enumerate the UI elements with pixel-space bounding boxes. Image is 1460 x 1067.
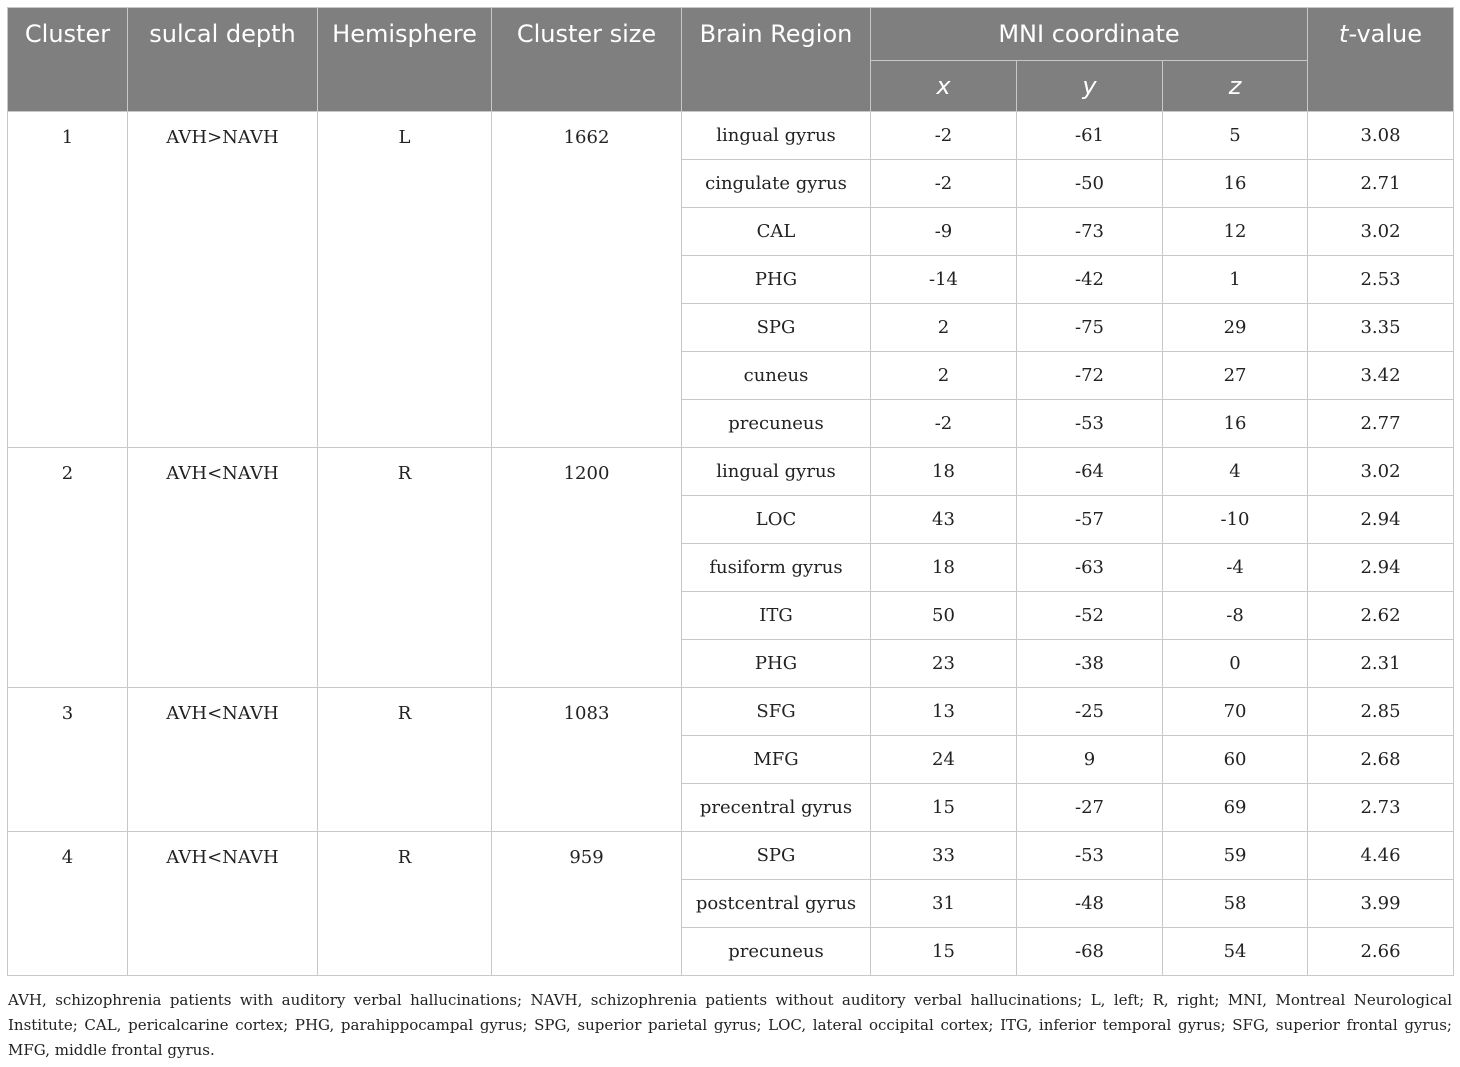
mni-x-cell: 15 (871, 928, 1017, 976)
hemisphere-cell: L (318, 112, 492, 448)
brain-region-cell: precuneus (682, 400, 871, 448)
mni-z-cell: -10 (1163, 496, 1308, 544)
t-value-cell: 3.99 (1308, 880, 1454, 928)
mni-x-cell: 2 (871, 352, 1017, 400)
t-value-cell: 2.85 (1308, 688, 1454, 736)
brain-region-cell: LOC (682, 496, 871, 544)
mni-x-cell: 18 (871, 544, 1017, 592)
header-mni-coordinate: MNI coordinate (871, 8, 1308, 61)
mni-x-cell: 18 (871, 448, 1017, 496)
cluster-cell: 1 (8, 112, 128, 448)
mni-y-cell: -42 (1017, 256, 1163, 304)
brain-region-cell: fusiform gyrus (682, 544, 871, 592)
table-row (8, 112, 1454, 160)
sulcal-depth-cell: AVH<NAVH (128, 832, 318, 976)
t-value-cell: 2.53 (1308, 256, 1454, 304)
mni-x-cell: -2 (871, 112, 1017, 160)
header-t-suffix: -value (1348, 20, 1423, 48)
mni-z-cell: 54 (1163, 928, 1308, 976)
header-t-prefix: t (1339, 20, 1349, 48)
mni-y-cell: -25 (1017, 688, 1163, 736)
mni-y-cell: -73 (1017, 208, 1163, 256)
table-row (8, 832, 1454, 880)
mni-z-cell: 58 (1163, 880, 1308, 928)
brain-region-cell: ITG (682, 592, 871, 640)
header-z: z (1163, 61, 1308, 112)
header-cluster-size: Cluster size (492, 8, 682, 112)
brain-region-cell: lingual gyrus (682, 448, 871, 496)
brain-region-cell: SFG (682, 688, 871, 736)
mni-z-cell: 59 (1163, 832, 1308, 880)
mni-x-cell: -9 (871, 208, 1017, 256)
t-value-cell: 2.71 (1308, 160, 1454, 208)
mni-z-cell: 1 (1163, 256, 1308, 304)
mni-y-cell: -53 (1017, 832, 1163, 880)
t-value-cell: 2.68 (1308, 736, 1454, 784)
mni-y-cell: -50 (1017, 160, 1163, 208)
table-row (8, 448, 1454, 496)
mni-z-cell: 70 (1163, 688, 1308, 736)
header-sulcal-depth: sulcal depth (128, 8, 318, 112)
mni-z-cell: -4 (1163, 544, 1308, 592)
t-value-cell: 4.46 (1308, 832, 1454, 880)
mni-z-cell: 69 (1163, 784, 1308, 832)
mni-y-cell: -52 (1017, 592, 1163, 640)
cluster-size-cell: 1083 (492, 688, 682, 832)
header-t-value (1308, 8, 1454, 112)
mni-z-cell: 12 (1163, 208, 1308, 256)
mni-x-cell: 50 (871, 592, 1017, 640)
header-y: y (1017, 61, 1163, 112)
hemisphere-cell: R (318, 688, 492, 832)
table-body (8, 112, 1454, 976)
mni-x-cell: 31 (871, 880, 1017, 928)
sulcal-depth-cell: AVH>NAVH (128, 112, 318, 448)
table-footnote: AVH, schizophrenia patients with auditory verbal hallucinations; NAVH, schizophrenia patients without auditory verbal hallucinations; L, left; R, right; MNI, Montreal Neurological Institute; CAL, pericalcarine cortex; PHG, parahippocampal gyrus; SPG, superior parietal gyrus; LOC, lateral occipital cortex; ITG, inferior temporal gyrus; SFG, superior frontal gyrus; MFG, middle frontal gyrus. (8, 991, 1452, 1059)
mni-z-cell: 0 (1163, 640, 1308, 688)
mni-x-cell: 33 (871, 832, 1017, 880)
brain-region-cell: lingual gyrus (682, 112, 871, 160)
results-table (7, 7, 1454, 976)
table-header (8, 8, 1454, 112)
table-row (8, 688, 1454, 736)
header-brain-region: Brain Region (682, 8, 871, 112)
mni-y-cell: -75 (1017, 304, 1163, 352)
mni-z-cell: -8 (1163, 592, 1308, 640)
header-hemisphere: Hemisphere (318, 8, 492, 112)
brain-region-cell: postcentral gyrus (682, 880, 871, 928)
mni-y-cell: -48 (1017, 880, 1163, 928)
cluster-cell: 2 (8, 448, 128, 688)
mni-x-cell: 13 (871, 688, 1017, 736)
mni-z-cell: 16 (1163, 160, 1308, 208)
mni-x-cell: 43 (871, 496, 1017, 544)
mni-x-cell: -14 (871, 256, 1017, 304)
t-value-cell: 2.77 (1308, 400, 1454, 448)
t-value-cell: 3.02 (1308, 448, 1454, 496)
mni-z-cell: 60 (1163, 736, 1308, 784)
cluster-cell: 4 (8, 832, 128, 976)
mni-y-cell: -72 (1017, 352, 1163, 400)
mni-x-cell: 2 (871, 304, 1017, 352)
header-cluster: Cluster (8, 8, 128, 112)
sulcal-depth-cell: AVH<NAVH (128, 688, 318, 832)
mni-z-cell: 5 (1163, 112, 1308, 160)
t-value-cell: 3.42 (1308, 352, 1454, 400)
brain-region-cell: MFG (682, 736, 871, 784)
brain-region-cell: SPG (682, 304, 871, 352)
mni-x-cell: -2 (871, 160, 1017, 208)
t-value-cell: 2.66 (1308, 928, 1454, 976)
hemisphere-cell: R (318, 448, 492, 688)
brain-region-cell: CAL (682, 208, 871, 256)
cluster-size-cell: 1662 (492, 112, 682, 448)
brain-region-cell: precentral gyrus (682, 784, 871, 832)
mni-x-cell: 24 (871, 736, 1017, 784)
mni-x-cell: -2 (871, 400, 1017, 448)
t-value-cell: 2.31 (1308, 640, 1454, 688)
t-value-cell: 2.94 (1308, 544, 1454, 592)
cluster-size-cell: 1200 (492, 448, 682, 688)
brain-region-cell: PHG (682, 256, 871, 304)
mni-z-cell: 29 (1163, 304, 1308, 352)
mni-x-cell: 23 (871, 640, 1017, 688)
brain-region-cell: SPG (682, 832, 871, 880)
sulcal-depth-cell: AVH<NAVH (128, 448, 318, 688)
mni-y-cell: -61 (1017, 112, 1163, 160)
mni-z-cell: 4 (1163, 448, 1308, 496)
mni-y-cell: -68 (1017, 928, 1163, 976)
t-value-cell: 3.02 (1308, 208, 1454, 256)
brain-region-cell: cuneus (682, 352, 871, 400)
cluster-size-cell: 959 (492, 832, 682, 976)
t-value-cell: 3.35 (1308, 304, 1454, 352)
t-value-cell: 3.08 (1308, 112, 1454, 160)
mni-z-cell: 16 (1163, 400, 1308, 448)
mni-y-cell: -57 (1017, 496, 1163, 544)
brain-region-cell: cingulate gyrus (682, 160, 871, 208)
cluster-cell: 3 (8, 688, 128, 832)
mni-y-cell: -38 (1017, 640, 1163, 688)
mni-y-cell: -27 (1017, 784, 1163, 832)
mni-z-cell: 27 (1163, 352, 1308, 400)
brain-region-cell: precuneus (682, 928, 871, 976)
mni-y-cell: -63 (1017, 544, 1163, 592)
t-value-cell: 2.94 (1308, 496, 1454, 544)
brain-region-cell: PHG (682, 640, 871, 688)
mni-y-cell: -64 (1017, 448, 1163, 496)
header-x: x (871, 61, 1017, 112)
mni-y-cell: 9 (1017, 736, 1163, 784)
mni-y-cell: -53 (1017, 400, 1163, 448)
mni-x-cell: 15 (871, 784, 1017, 832)
t-value-cell: 2.73 (1308, 784, 1454, 832)
t-value-cell: 2.62 (1308, 592, 1454, 640)
hemisphere-cell: R (318, 832, 492, 976)
